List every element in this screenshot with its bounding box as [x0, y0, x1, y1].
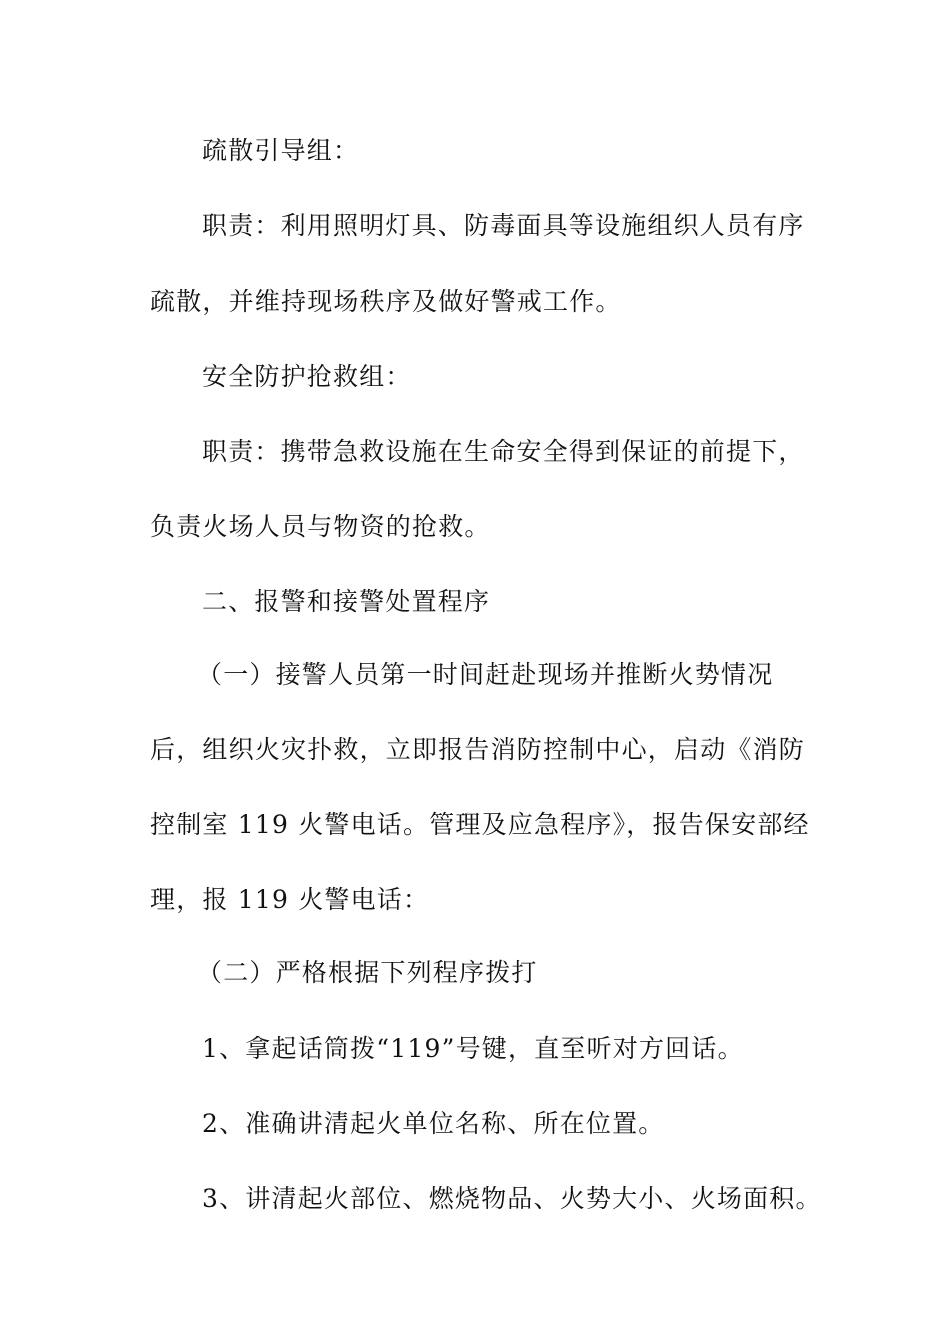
- list-item: 2、准确讲清起火单位名称、所在位置。: [202, 1109, 665, 1138]
- paragraph-line: 控制室 119 火警电话。管理及应急程序》，报告保安部经: [150, 810, 810, 839]
- paragraph-line: 职责：利用照明灯具、防毒面具等设施组织人员有序: [202, 211, 805, 240]
- paragraph-line: 职责：携带急救设施在生命安全得到保证的前提下，: [202, 437, 805, 466]
- paragraph-line: 后，组织火灾扑救，立即报告消防控制中心，启动《消防: [150, 735, 806, 764]
- paragraph-line: （一）接警人员第一时间赶赴现场并推断火势情况: [197, 660, 774, 689]
- list-item: 1、拿起话筒拨“119”号键，直至听对方回话。: [202, 1034, 744, 1063]
- paragraph-line: 负责火场人员与物资的抢救。: [150, 512, 491, 541]
- paragraph-line: 理，报 119 火警电话：: [150, 885, 430, 914]
- section-heading-evacuation: 疏散引导组：: [202, 136, 360, 165]
- subsection-heading: （二）严格根据下列程序拨打: [197, 958, 538, 987]
- list-item: 3、讲清起火部位、燃烧物品、火势大小、火场面积。: [202, 1184, 822, 1213]
- section-heading-rescue: 安全防护抢救组：: [202, 362, 412, 391]
- paragraph-line: 疏散，并维持现场秩序及做好警戒工作。: [150, 287, 622, 316]
- section-heading-alarm-procedure: 二、报警和接警处置程序: [202, 587, 491, 616]
